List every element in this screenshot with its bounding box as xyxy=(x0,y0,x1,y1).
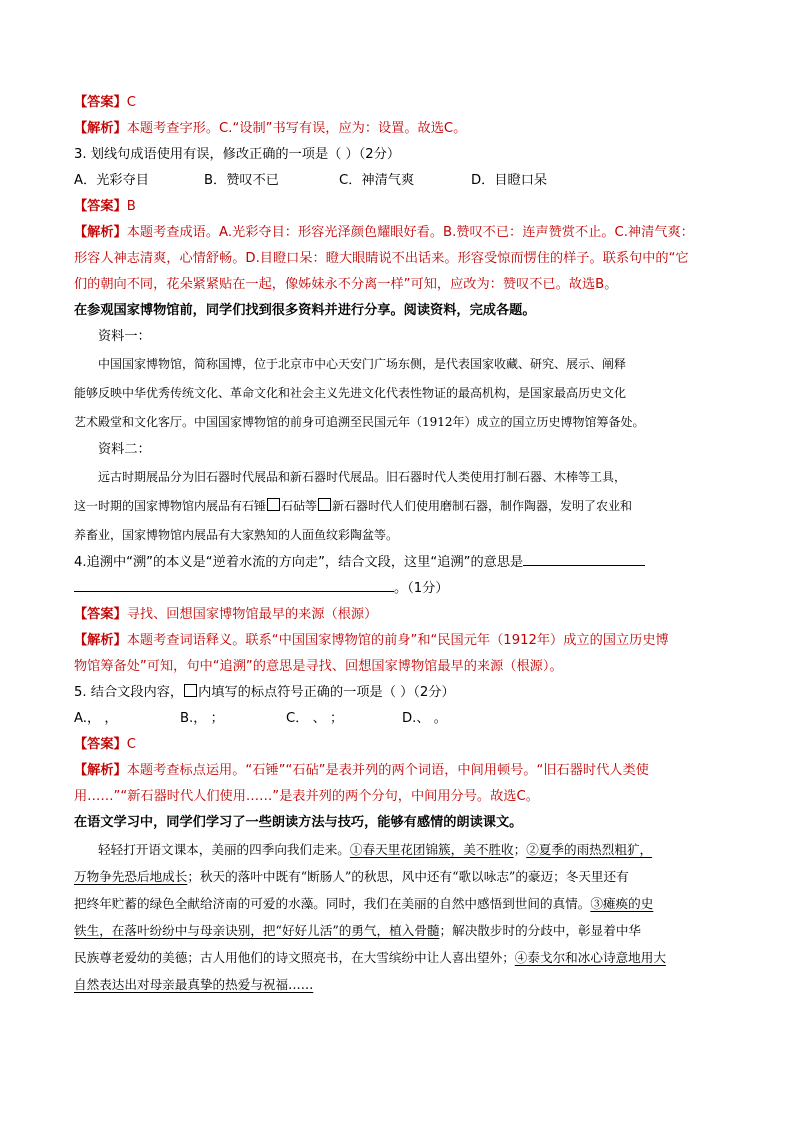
passage-line-2 xyxy=(74,863,726,890)
q2-answer-line xyxy=(74,90,726,116)
q5-stem xyxy=(74,680,726,706)
q3-option-d: D．目瞪口呆 xyxy=(471,173,548,188)
document-page xyxy=(74,90,726,998)
answer-value: C xyxy=(126,95,136,110)
material1-title: 资料一： xyxy=(98,329,151,344)
passage-line-1 xyxy=(74,836,726,863)
passage-line-6 xyxy=(74,971,726,998)
q3-analysis-line-1 xyxy=(74,220,726,246)
q4-stem-line-2 xyxy=(74,576,726,602)
q5-analysis-line-2: 用……”“新石器时代人们使用……”是表并列的两个分句，中间用分号。故选C。 xyxy=(74,789,539,804)
q5-option-c: C． 、 ； xyxy=(286,711,344,726)
passage-line-4 xyxy=(74,917,726,944)
underlined-sentence: 万物争先恐后地成长 xyxy=(74,869,188,884)
material2-line-1: 远古时期展品分为旧石器时代展品和新石器时代展品。旧石器时代人类使用打制石器、木棒等工具， xyxy=(98,470,627,484)
q5-option-b: B.， ； xyxy=(180,711,224,726)
passage-text: ；解决散步时的分歧中，彰显着中华 xyxy=(439,923,642,938)
q5-analysis-line-1 xyxy=(74,758,726,784)
answer-value: C xyxy=(126,737,136,752)
underlined-sentence: 铁生，在落叶纷纷中与母亲诀别，把“好好儿活”的勇气，植入骨髓 xyxy=(74,923,440,938)
q4-answer-line xyxy=(74,602,726,628)
passage-line-3 xyxy=(74,890,726,917)
section1-intro: 在参观国家博物馆前，同学们找到很多资料并进行分享。阅读资料，完成各题。 xyxy=(74,303,536,318)
answer-tag: 【答案】 xyxy=(74,607,127,622)
passage-text: ；秋天的落叶中既有“断肠人”的秋思，风中还有“歌以咏志”的豪迈；冬天里还有 xyxy=(187,869,629,884)
analysis-text: 本题考查字形。C.“设制”书写有误，应为：设置。故选C。 xyxy=(126,121,467,136)
material1-line-1: 中国国家博物馆，简称国博，位于北京市中心天安门广场东侧，是代表国家收藏、研究、展示、阐释 xyxy=(98,357,627,371)
analysis-tag: 【解析】 xyxy=(74,121,127,136)
answer-blank xyxy=(523,551,645,566)
material2-text: 石砧等 xyxy=(281,499,318,513)
underlined-sentence: ③瘫痪的史 xyxy=(590,896,654,911)
underlined-sentence: 自然表达出对母亲最真挚的热爱与祝福…… xyxy=(74,977,314,992)
q2-analysis-line xyxy=(74,116,726,142)
q5-option-a: A.， ， xyxy=(74,711,118,726)
q3-options xyxy=(74,168,726,194)
q4-analysis-line-1 xyxy=(74,628,726,654)
q3-analysis-line-3: 们的朝向不同，花朵紧紧贴在一起，像姊妹永不分离一样”可知，应改为：赞叹不已。故选B。 xyxy=(74,277,618,292)
q5-stem-text: 内填写的标点符号正确的一项是（ ）（2分） xyxy=(198,685,455,700)
material1-line-3: 艺术殿堂和文化客厅。中国国家博物馆的前身可追溯至民国元年（1912年）成立的国立历史博物馆筹备处。 xyxy=(74,415,645,429)
underlined-sentence: ②夏季的雨热烈粗犷， xyxy=(526,842,653,857)
answer-tag: 【答案】 xyxy=(74,199,127,214)
q4-stem xyxy=(74,550,726,576)
blank-box-icon xyxy=(184,684,197,697)
passage-text: ； xyxy=(513,842,527,857)
q3-option-b: B．赞叹不已 xyxy=(204,173,279,188)
passage-line-5 xyxy=(74,944,726,971)
analysis-text: 本题考查词语释义。联系“中国国家博物馆的前身”和“民国元年（1912年）成立的国立历史博 xyxy=(126,633,669,648)
answer-value: B xyxy=(126,199,136,214)
q3-option-a: A．光彩夺目 xyxy=(74,173,149,188)
q4-stem-end: 。（1分） xyxy=(394,581,449,596)
analysis-text: 本题考查标点运用。“石锤”“石砧”是表并列的两个词语，中间用顿号。“旧石器时代人类使 xyxy=(126,763,649,778)
blank-box-icon xyxy=(267,498,280,511)
answer-value: 寻找、回想国家博物馆最早的来源（根源） xyxy=(126,607,378,622)
q5-options xyxy=(74,706,726,732)
q3-option-c: C．神清气爽 xyxy=(339,173,415,188)
q5-option-d: D.、 。 xyxy=(402,711,447,726)
analysis-tag: 【解析】 xyxy=(74,763,127,778)
q4-stem-text: 4.追溯中“溯”的本义是“逆着水流的方向走”，结合文段，这里“追溯”的意思是 xyxy=(74,555,524,570)
q3-answer-line xyxy=(74,194,726,220)
answer-tag: 【答案】 xyxy=(74,737,127,752)
q4-analysis-line-2: 物馆筹备处”可知，句中“追溯”的意思是寻找、回想国家博物馆最早的来源（根源）。 xyxy=(74,659,563,674)
q3-stem: 3. 划线句成语使用有误，修改正确的一项是（ ）（2分） xyxy=(74,147,401,162)
material1-line-2: 能够反映中华优秀传统文化、革命文化和社会主义先进文化代表性物证的最高机构，是国家最高历史文化 xyxy=(74,386,627,400)
material2-line-3: 养畜业，国家博物馆内展品有大家熟知的人面鱼纹彩陶盆等。 xyxy=(74,528,399,542)
analysis-tag: 【解析】 xyxy=(74,225,127,240)
material2-title: 资料二： xyxy=(98,442,151,457)
passage-text: 把终年贮蓄的绿色全献给济南的可爱的水藻。同时，我们在美丽的自然中感悟到世间的真情。 xyxy=(74,896,591,911)
underlined-sentence: ①春天里花团锦簇，美不胜收 xyxy=(349,842,514,857)
passage-text: 民族尊老爱幼的美德；古人用他们的诗文照亮书，在大雪缤纷中让人喜出望外； xyxy=(74,950,515,965)
analysis-text: 本题考查成语。A.光彩夺目：形容光泽颜色耀眼好看。B.赞叹不已：连声赞赏不止。C.神清气爽： xyxy=(126,225,694,240)
blank-box-icon xyxy=(318,498,331,511)
material2-line-2 xyxy=(74,492,726,521)
answer-blank xyxy=(74,577,394,592)
passage-text: 轻轻打开语文课本，美丽的四季向我们走来。 xyxy=(98,842,350,857)
section2-intro: 在语文学习中，同学们学习了一些朗读方法与技巧，能够有感情的朗读课文。 xyxy=(74,815,523,830)
analysis-tag: 【解析】 xyxy=(74,633,127,648)
q3-analysis-line-2: 形容人神志清爽，心情舒畅。D.目瞪口呆：瞪大眼睛说不出话来。形容受惊而愣住的样子。联系句中的“它 xyxy=(74,251,689,266)
underlined-sentence: ④泰戈尔和冰心诗意地用大 xyxy=(514,950,666,965)
material2-text: 这一时期的国家博物馆内展品有石锤 xyxy=(74,499,267,513)
q5-answer-line xyxy=(74,732,726,758)
answer-tag: 【答案】 xyxy=(74,95,127,110)
material2-text: 新石器时代人们使用磨制石器，制作陶器，发明了农业和 xyxy=(332,499,633,513)
q5-stem-text: 5. 结合文段内容， xyxy=(74,685,184,700)
